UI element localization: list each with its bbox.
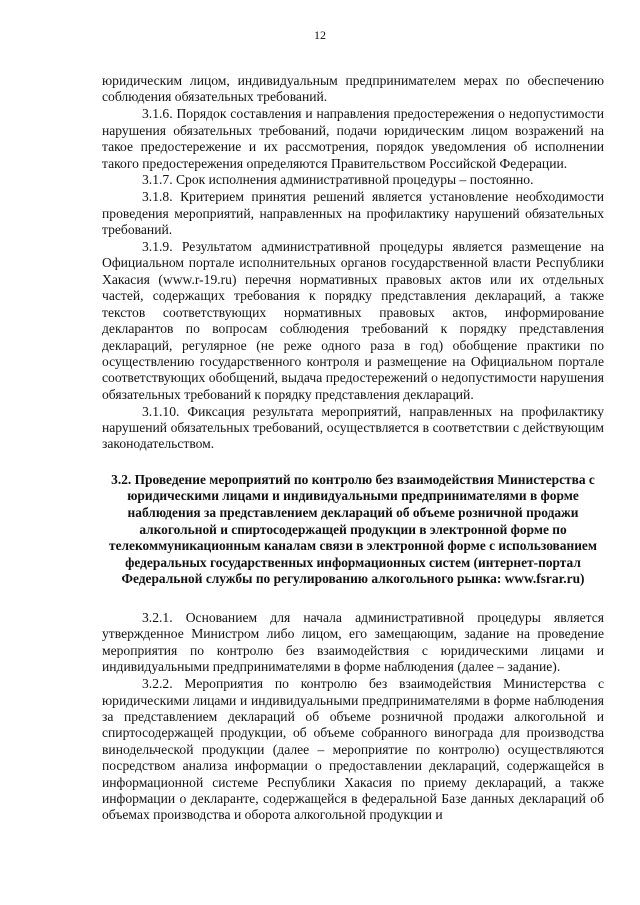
paragraph-3-1-8: 3.1.8. Критерием принятия решений является установление необходимости проведения мероприятий, направленных на профилактику нарушений обязательных требований. [102,189,604,238]
paragraph-3-1-9: 3.1.9. Результатом административной процедуры является размещение на Официальном портале исполнительных органов государственной власти Республики Хакасия (www.r-19.ru) перечня нормативных правовых актов или их отдельных частей, содержащих требования к порядку представления деклараций, а также текстов соответствующих нормативных правовых актов, информирование декларантов по вопросам соблюдения требований к порядку представления деклараций, регулярное (не реже одного раза в год) обобщение практики по осуществлению государственного контроля и размещение на Официальном портале соответствующих обобщений, выдача предостережений о недопустимости нарушения обязательных требований к порядку представления деклараций. [102,239,604,402]
paragraph-3-1-7: 3.1.7. Срок исполнения административной процедуры – постоянно. [142,172,534,188]
paragraph-continuation: юридическим лицом, индивидуальным предпринимателем мерах по обеспечению соблюдения обязательных требований. [102,73,604,105]
paragraph-3-1-10: 3.1.10. Фиксация результата мероприятий, направленных на профилактику нарушений обязательных требований, осуществляется в соответствии с действующим законодательством. [102,403,604,452]
section-heading-3-2: 3.2. Проведение мероприятий по контролю без взаимодействия Министерства с юридическими лицами и индивидуальными предпринимателями в форме наблюдения за представлением деклараций об объеме розничной продажи алкогольной и спиртосодержащей продукции в электронной форме по телекоммуникационным каналам связи в электронной форме с использованием федеральных государственных информационных систем (интернет-портал Федеральной службы по регулированию алкогольного рынка: www.fsrar.ru) [109,471,597,587]
document-body [102,73,604,824]
paragraph-3-2-2: 3.2.2. Мероприятия по контролю без взаимодействия Министерства с юридическими лицами и индивидуальными предпринимателями в форме наблюдения за представлением деклараций об объеме розничной продажи алкогольной и спиртосодержащей продукции, об объеме собранного винограда для производства винодельческой продукции (далее – мероприятие по контролю) осуществляются посредством анализа информации о предоставлении деклараций, содержащейся в информационной системе Республики Хакасия по приему деклараций, а также информации о декларанте, содержащейся в федеральной Базе данных деклараций об объемах производства и оборота алкогольной продукции и [102,676,604,823]
paragraph-3-2-1: 3.2.1. Основанием для начала административной процедуры является утвержденное Министром либо лицом, его замещающим, задание на проведение мероприятия по контролю без взаимодействия с юридическими лицами и индивидуальными предпринимателями в форме наблюдения (далее – задание). [102,610,604,675]
section-3-2-body [102,610,604,824]
paragraph-3-1-6: 3.1.6. Порядок составления и направления предостережения о недопустимости нарушения обязательных требований, подачи юридическим лицом возражений на такое предостережение и их рассмотрения, порядок уведомления об исполнении такого предостережения определяются Правительством Российской Федерации. [102,106,604,171]
page-number: 12 [314,28,326,42]
